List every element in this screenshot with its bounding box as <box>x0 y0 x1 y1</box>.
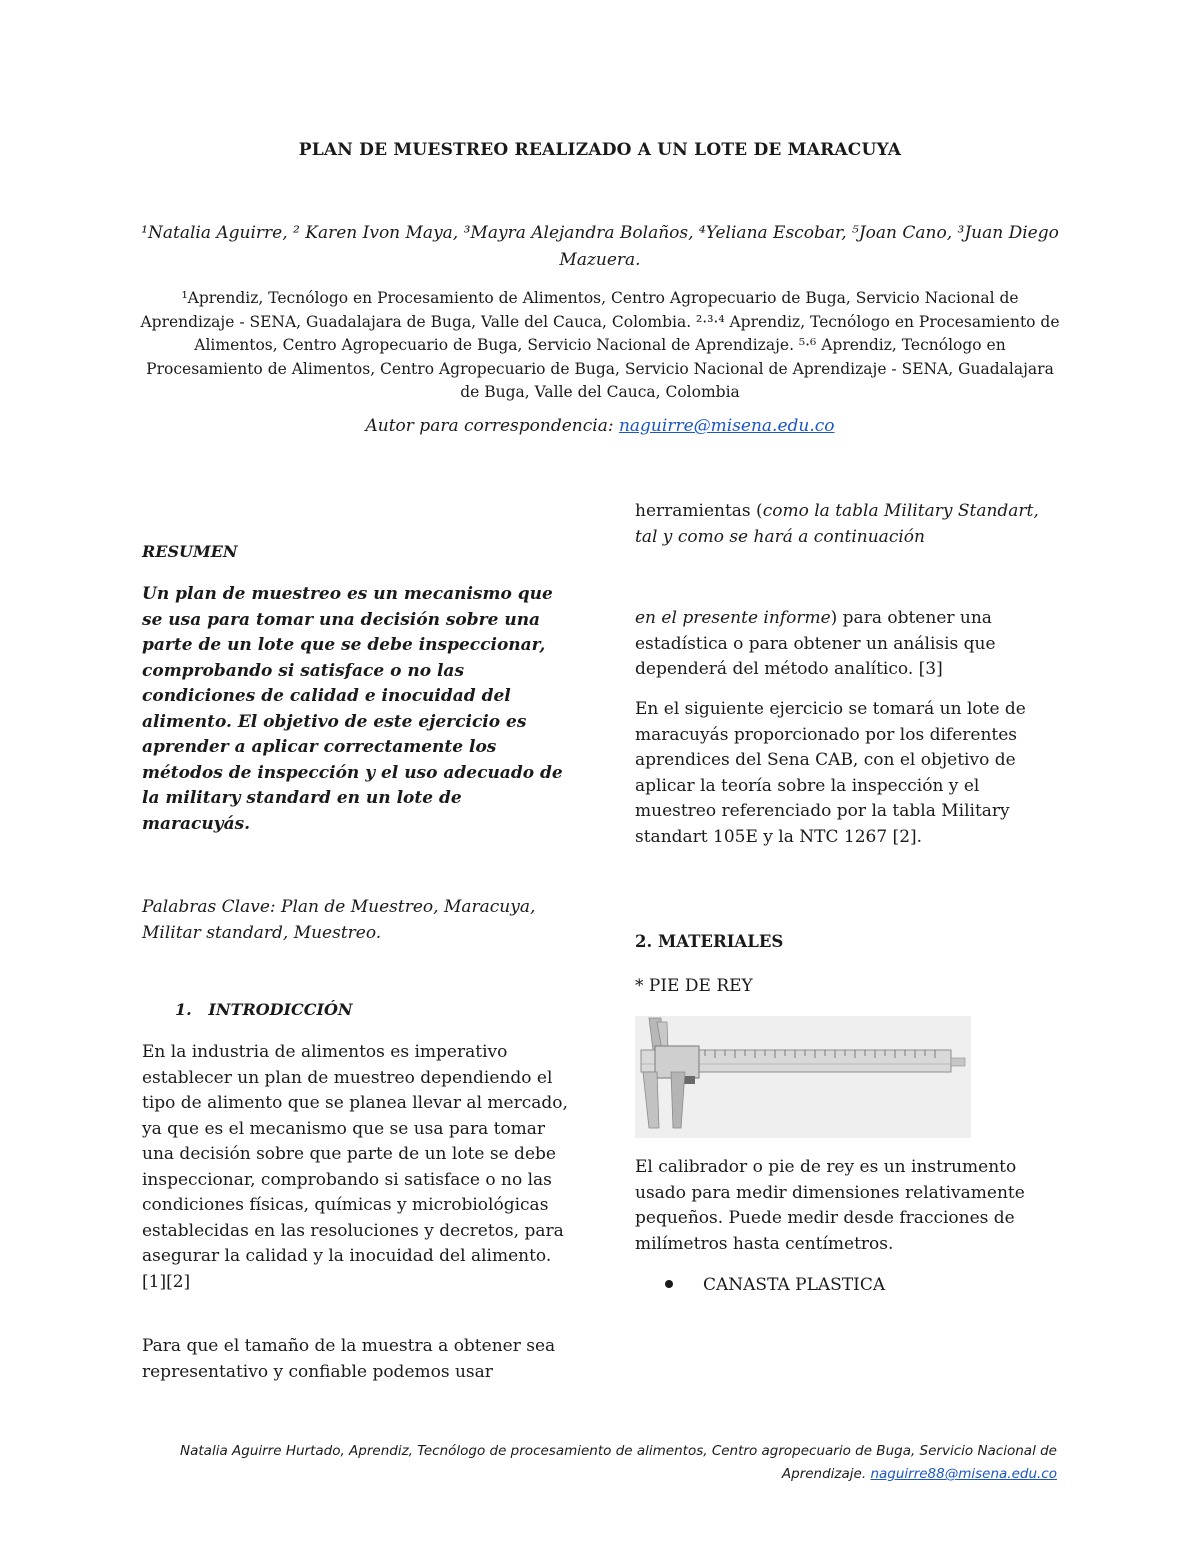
correspondence-label: Autor para correspondencia: <box>365 416 619 436</box>
introduction-title: INTRODICCIÓN <box>208 1000 353 1019</box>
right-p2-italic: en el presente informe <box>635 608 831 628</box>
paper-title: PLAN DE MUESTREO REALIZADO A UN LOTE DE MARACUYA <box>298 140 902 160</box>
canasta-label: CANASTA PLASTICA <box>703 1275 886 1295</box>
footer-email-link[interactable]: naguirre88@misena.edu.co <box>870 1466 1057 1482</box>
introduction-number: 1. <box>175 1000 192 1019</box>
introduction-paragraph-2: Para que el tamaño de la muestra a obtener sea representativo y confiable podemos usar <box>142 1336 556 1382</box>
page-footer <box>142 1440 1057 1486</box>
caliper-image <box>635 1016 971 1138</box>
author-list: ¹Natalia Aguirre, ² Karen Ivon Maya, ³Mayra Alejandra Bolaños, ⁴Yeliana Escobar, ⁵Joan Cano, ³Juan Diego Mazuera. <box>141 223 1059 270</box>
correspondence-email-link[interactable]: naguirre@misena.edu.co <box>618 416 835 436</box>
abstract-heading: RESUMEN <box>142 542 238 561</box>
right-paragraph-2 <box>635 606 1065 683</box>
introduction-paragraph-1: En la industria de alimentos es imperativo establecer un plan de muestreo dependiendo el tipo de alimento que se planea llevar al mercado, ya que es el mecanismo que se usa para tomar una decisión sobre que parte de un lote se debe inspeccionar, comprobando si satisface o no las condiciones físicas, químicas y microbiológicas establecidas en las resoluciones y decretos, para asegurar la calidad y la inocuidad del alimento. [1][2] <box>142 1042 568 1292</box>
abstract-body: Un plan de muestreo es un mecanismo que se usa para tomar una decisión sobre una parte de un lote que se debe inspeccionar, comprobando si satisface o no las condiciones de calidad e inocuidad del alimento. El objetivo de este ejercicio es aprender a aplicar correctamente los métodos de inspección y el uso adecuado de la military standard en un lote de maracuyás. <box>142 584 563 834</box>
right-p1-italic: como la tabla Military Standart, tal y como se hará a continuación <box>635 501 1039 547</box>
materials-item-pie-de-rey: * PIE DE REY <box>635 976 753 996</box>
caliper-description: El calibrador o pie de rey es un instrumento usado para medir dimensiones relativamente pequeños. Puede medir desde fracciones de milímetros hasta centímetros. <box>635 1157 1025 1254</box>
bullet-icon <box>665 1280 673 1288</box>
footer-text: Natalia Aguirre Hurtado, Aprendiz, Tecnólogo de procesamiento de alimentos, Centro agropecuario de Buga, Servicio Nacional de Aprendizaje. <box>180 1443 1057 1482</box>
materials-item-canasta <box>665 1273 885 1299</box>
introduction-heading <box>175 1000 353 1019</box>
right-p2-text: ) para obtener una estadística o para obtener un análisis que dependerá del método analítico. [3] <box>635 608 996 679</box>
keywords: Palabras Clave: Plan de Muestreo, Maracuya, Militar standard, Muestreo. <box>142 897 536 943</box>
right-paragraph-1 <box>635 499 1065 550</box>
materials-heading: 2. MATERIALES <box>635 932 784 951</box>
right-paragraph-3: En el siguiente ejercicio se tomará un lote de maracuyás proporcionado por los diferentes aprendices del Sena CAB, con el objetivo de aplicar la teoría sobre la inspección y el muestreo referenciado por la tabla Military standart 105E y la NTC 1267 [2]. <box>635 699 1026 847</box>
right-p1-text: herramientas ( <box>635 501 763 521</box>
affiliation: ¹Aprendiz, Tecnólogo en Procesamiento de Alimentos, Centro Agropecuario de Buga, Servicio Nacional de Aprendizaje - SENA, Guadalajara de Buga, Valle del Cauca, Colombia. ²·³·⁴ Aprendiz, Tecnólogo en Procesamiento de Alimentos, Centro Agropecuario de Buga, Servicio Nacional de Aprendizaje. ⁵·⁶ Aprendiz, Tecnólogo en Procesamiento de Alimentos, Centro Agropecuario de Buga, Servicio Nacional de Aprendizaje - SENA, Guadalajara de Buga, Valle del Cauca, Colombia <box>140 289 1060 401</box>
correspondence <box>0 416 1200 436</box>
